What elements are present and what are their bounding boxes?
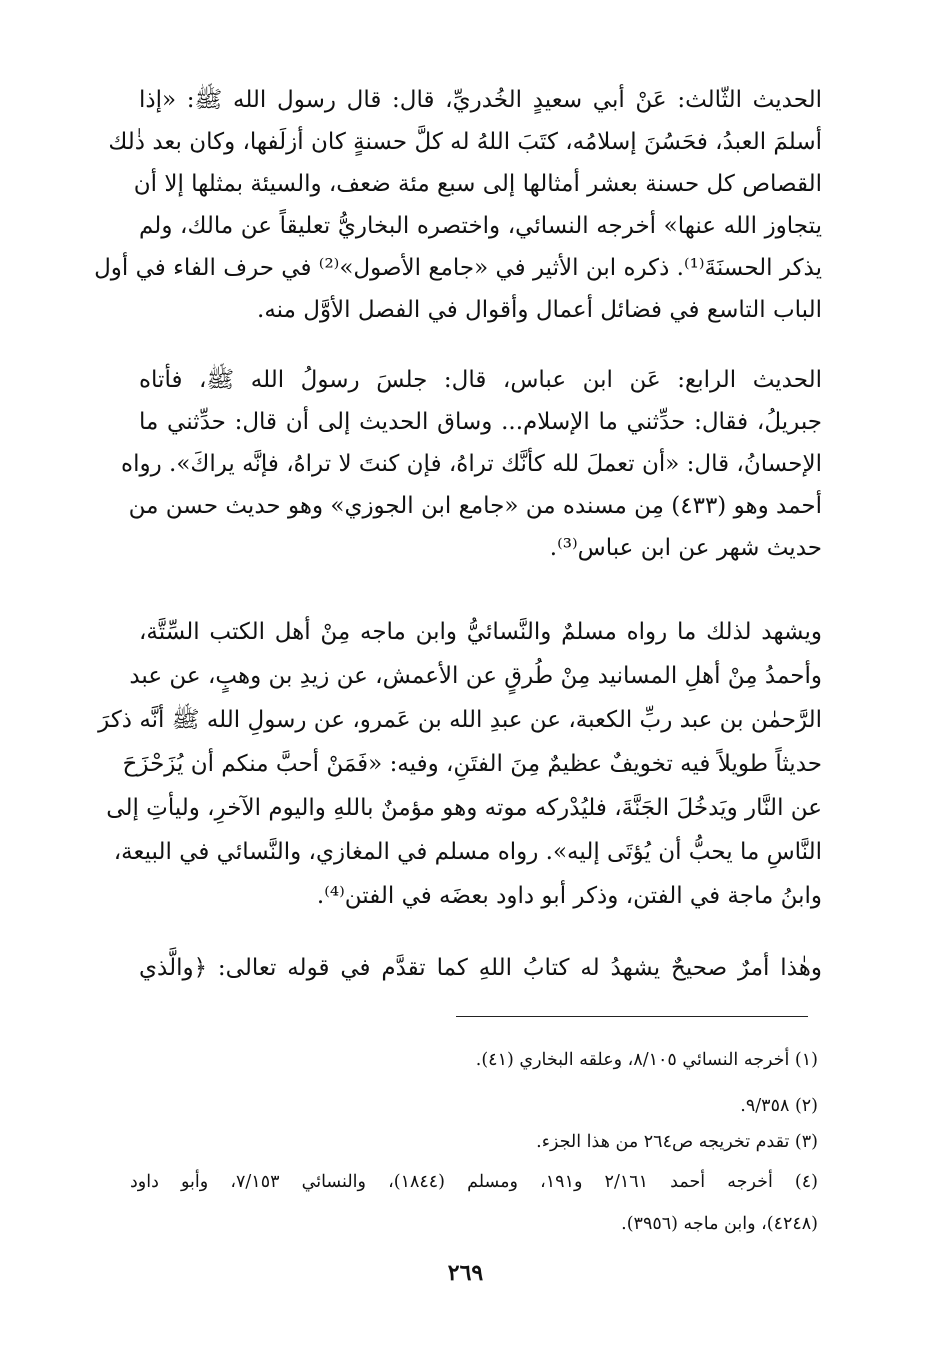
paragraph-line: حديثاً طويلاً فيه تخويفٌ عظيمٌ مِنَ الفتَنِ، وفيه: «فَمَنْ أحبَّ منكم أن يُزَحْزَحَ — [122, 751, 822, 777]
paragraph-line: أحمد وهو (٤٣٣) مِن مسنده من «جامع ابن الجوزي» وهو حديث حسن من — [128, 493, 822, 519]
footnote-2: (٢) ٩/٣٥٨. — [740, 1096, 818, 1116]
footnote-separator — [456, 1016, 808, 1017]
paragraph-closing — [118, 950, 822, 990]
paragraph-line: وأحمدُ مِنْ أهلِ المسانيد مِنْ طُرقٍ عن الأعمش، عن زيدِ بن وهبٍ، عن عبد — [129, 663, 822, 689]
footnote-3: (٣) تقدم تخريجه ص٢٦٤ من هذا الجزء. — [536, 1132, 818, 1152]
paragraph-hadith-four — [118, 362, 822, 582]
paragraph-line: وهٰذا أمرٌ صحيحٌ يشهدُ له كتابُ اللهِ كما تقدَّم في قوله تعالى: ﴿والَّذي — [139, 955, 822, 981]
page-number: ٢٦٩ — [447, 1260, 484, 1286]
paragraph-line: النَّاسِ ما يحبُّ أن يُؤتَى إليه». رواه مسلم في المغازي، والنَّسائي في البيعة، — [113, 839, 822, 865]
paragraph-line: وابنُ ماجة في الفتن، وذكر أبو داود بعضَه في الفتن⁽⁴⁾. — [316, 883, 822, 909]
paragraph-line: حديث شهر عن ابن عباس⁽³⁾. — [549, 535, 822, 561]
footnote-4: (٤) أخرجه أحمد ٢/١٦١ و١٩١، ومسلم (١٨٤٤)، والنسائي ٧/١٥٣، وأبو داود — [130, 1172, 818, 1192]
paragraph-line: يتجاوز الله عنها» أخرجه النسائي، واختصره البخاريُّ تعليقاً عن مالك، ولم — [139, 213, 822, 239]
paragraph-line: أسلمَ العبدُ، فحَسُنَ إسلامُه، كتَبَ اللهُ له كلَّ حسنةٍ كان أزلَفها، وكان بعد ذٰلك — [108, 129, 822, 155]
paragraph-line: الحديث الرابع: عَن ابن عباس، قال: جلسَ رسولُ الله ﷺ، فأتاه — [139, 367, 822, 393]
footnote-4-continued: (٤٢٤٨)، وابن ماجه (٣٩٥٦). — [621, 1214, 818, 1234]
paragraph-hadith-three — [94, 82, 822, 323]
paragraph-line: عن النَّار ويَدخُلَ الجَنَّةَ، فليُدْركه موته وهو مؤمنٌ باللهِ واليوم الآخرِ، وليأتِ إلى — [106, 795, 822, 821]
paragraph-line: يذكر الحسنَةَ⁽¹⁾. ذكره ابن الأثير في «جامع الأصول»⁽²⁾ في حرف الفاء في أول — [94, 255, 822, 281]
paragraph-line: الباب التاسع في فضائل أعمال وأقوال في الفصل الأوَّل منه. — [257, 297, 822, 323]
footnote-1: (١) أخرجه النسائي ٨/١٠٥، وعلقه البخاري (٤١). — [475, 1050, 818, 1070]
paragraph-line: الرَّحمٰن بن عبد ربِّ الكعبة، عن عبدِ الله بن عَمرو، عن رسولِ الله ﷺ أنَّه ذكرَ — [98, 707, 822, 733]
paragraph-line: جبريلُ، فقال: حدِّثني ما الإسلام... وساق الحديث إلى أن قال: حدِّثني ما — [139, 409, 822, 435]
paragraph-supporting-narration — [98, 614, 822, 914]
paragraph-line: ويشهد لذلك ما رواه مسلمٌ والنَّسائيُّ وابن ماجه مِنْ أهل الكتب السِّتَّة، — [139, 619, 822, 645]
paragraph-line: القصاص كل حسنة بعشر أمثالها إلى سبع مئة ضعف، والسيئة بمثلها إلا أن — [133, 171, 822, 197]
paragraph-line: الإحسانُ، قال: «أن تعملَ لله كأنَّك تراهُ، فإن كنتَ لا تراهُ، فإنَّه يراكَ». رواه — [121, 451, 822, 477]
paragraph-line: الحديث الثّالث: عَنْ أبي سعيدٍ الخُدريِّ، قال: قال رسول الله ﷺ: «إذا — [139, 87, 822, 113]
